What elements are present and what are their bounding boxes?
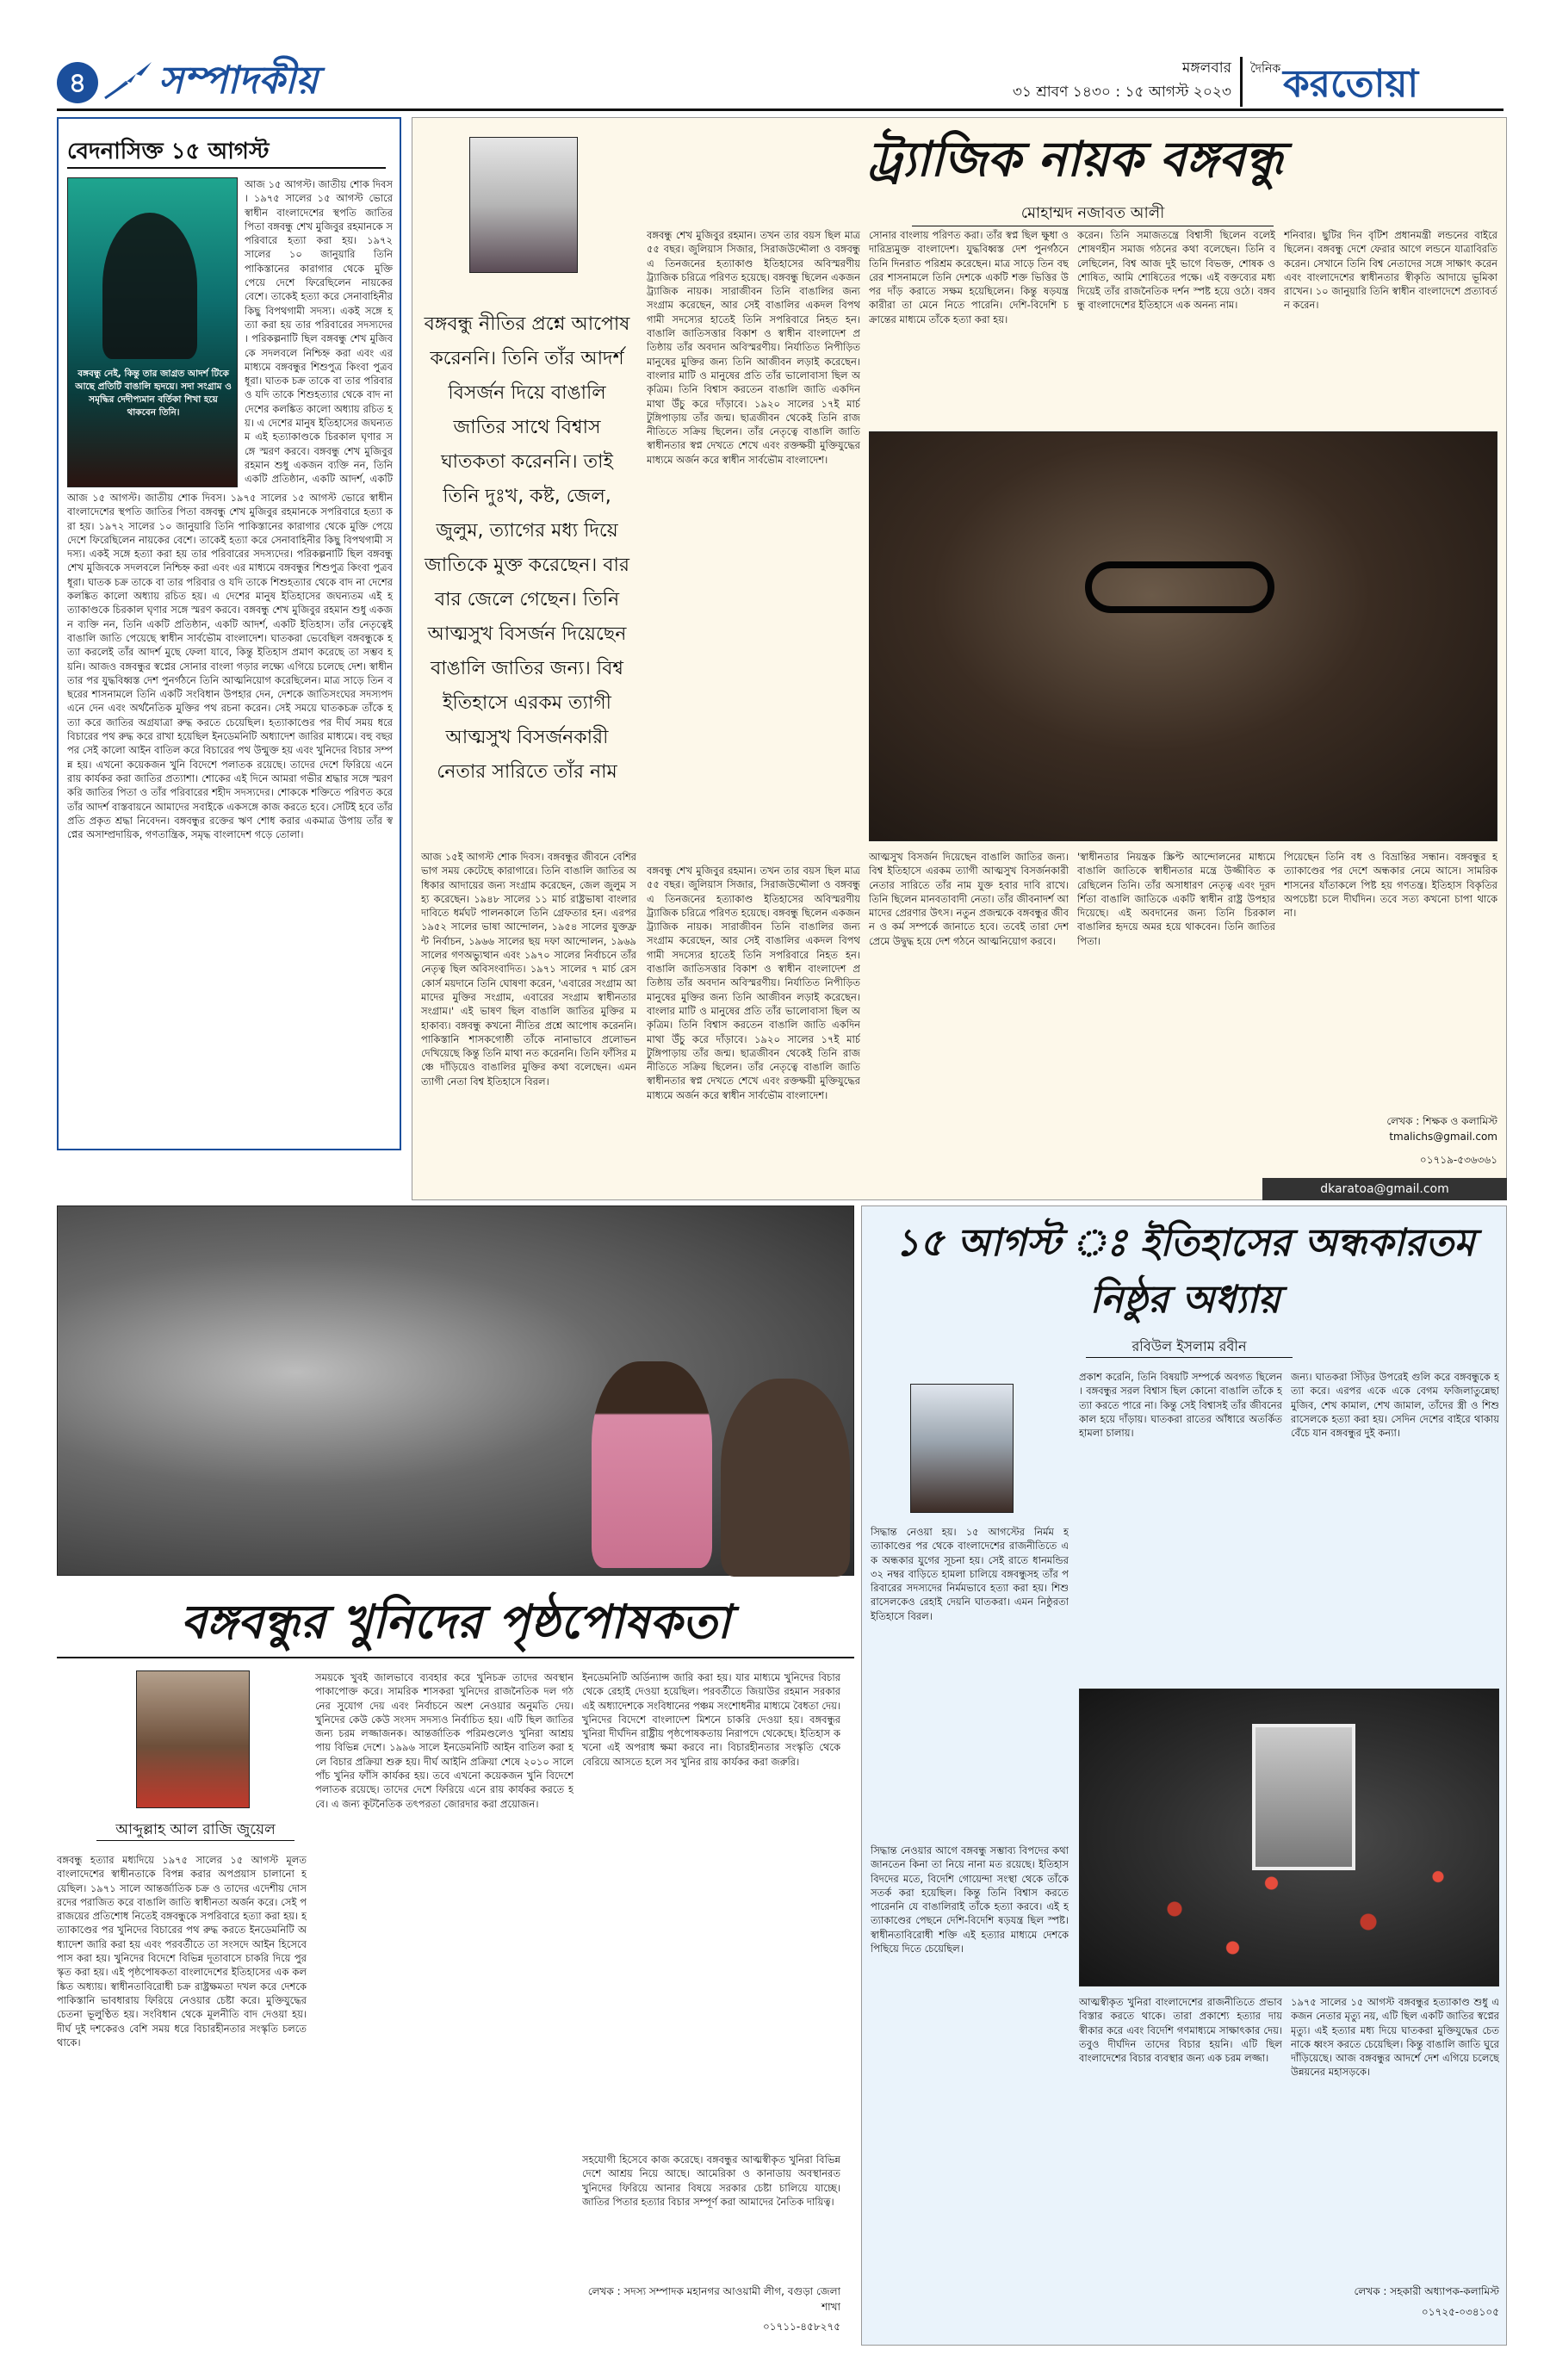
article1-pull-quote: বঙ্গবন্ধু নীতির প্রশ্নে আপোষ করেননি। তিনি তাঁর আদর্শ বিসর্জন দিয়ে বাঙালি জাতির সাথে বিশ্বাস ঘাতকতা করেননি। তাই তিনি দুঃখ, কষ্ট, জেল, জুলুম, ত্যাগের মধ্য দিয়ে জাতিকে মুক্ত করেছেন। বার বার জেলে গেছেন। তিনি আত্মসুখ বিসর্জন দিয়েছেন বাঙালি জাতির জন্য। বিশ্ব ইতিহাসে এরকম ত্যাগী আত্মসুখ বিসর্জনকারী নেতার সারিতে তাঁর নাম <box>424 313 630 783</box>
header-day: মঙ্গলবার <box>1181 59 1231 77</box>
article3-author-note: লেখক : সহকারী অধ্যাপক-কলামিস্ট <box>1354 2285 1499 2297</box>
paper-small-label: দৈনিক <box>1250 62 1281 76</box>
article1-column-c: সোনার বাংলায় পরিণত করা। তাঁর স্বপ্ন ছিল ক্ষুধা ও দারিদ্র্যমুক্ত বাংলাদেশ। যুদ্ধবিধ্বস্ত দেশ পুনর্গঠনে তিনি দিনরাত পরিশ্রম করেছেন। মাত্র সাড়ে তিন বছরের শাসনামলে তিনি দেশকে একটি শক্ত ভিত্তির উপর দাঁড় করাতে সক্ষম হয়েছিলেন। কিন্তু ষড়যন্ত্রকারীরা তা মেনে নিতে পারেনি। দেশি-বিদেশি চক্রান্তের মাধ্যমে তাঁকে হত্যা করা হয়। <box>869 229 1069 325</box>
article2-column-a: বঙ্গবন্ধু হত্যার মধ্যদিয়ে ১৯৭৫ সালের ১৫ আগস্ট মূলত বাংলাদেশের স্বাধীনতাকে বিপন্ন করার অপপ্রয়াস চালানো হয়েছিল। ১৯৭১ সালে আন্তর্জাতিক চক্র ও তাদের এদেশীয় দোসরদের পরাজিত করে বাঙালি জাতি স্বাধীনতা অর্জন করে। সেই পরাজয়ের প্রতিশোধ নিতেই বঙ্গবন্ধুকে সপরিবারে হত্যা করা হয়। হত্যাকাণ্ডের পর খুনিদের বিচারের পথ রুদ্ধ করতে ইনডেমনিটি অধ্যাদেশ জারি করা হয় এবং পরবর্তীতে তা সংসদে আইন হিসেবে পাস করা হয়। খুনিদের বিদেশে বিভিন্ন দূতাবাসে চাকরি দিয়ে পুরস্কৃত করা হয়। এই পৃষ্ঠপোষকতা বাংলাদেশের ইতিহাসের এক কলঙ্কিত অধ্যায়। স্বাধীনতাবিরোধী চক্র রাষ্ট্রক্ষমতা দখল করে দেশকে পাকিস্তানি ভাবধারায় ফিরিয়ে নেওয়ার চেষ্টা করে। মুক্তিযুদ্ধের চেতনা ভূলুণ্ঠিত হয়। সংবিধান থেকে মূলনীতি বাদ দেওয়া হয়। দীর্ঘ দুই দশকেরও বেশি সময় ধরে বিচারহীনতার সংস্কৃতি চলতে থাকে। <box>57 1854 307 2048</box>
article1-column-f: আত্মসুখ বিসর্জন দিয়েছেন বাঙালি জাতির জন্য। বিশ্ব ইতিহাসে এরকম ত্যাগী আত্মসুখ বিসর্জনকারী নেতার সারিতে তাঁর নাম যুক্ত হবার দাবি রাখে। তিনি ছিলেন মানবতাবাদী নেতা। তাঁর জীবনাদর্শ আমাদের প্রেরণার উৎস। নতুন প্রজন্মকে বঙ্গবন্ধুর জীবন ও কর্ম সম্পর্কে জানাতে হবে। তবেই তারা দেশপ্রেমে উদ্বুদ্ধ হয়ে দেশ গঠনে আত্মনিয়োগ করবে। <box>869 851 1069 947</box>
article2-author-note: লেখক : সদস্য সম্পাদক মহানগর আওয়ামী লীগ, বগুড়া জেলা শাখা <box>587 2285 840 2313</box>
page-header <box>0 0 1550 112</box>
article2-column-c: ইনডেমনিটি অর্ডিন্যান্স জারি করা হয়। যার মাধ্যমে খুনিদের বিচার থেকে রেহাই দেওয়া হয়েছিল। পরবর্তীতে জিয়াউর রহমান সরকার এই অধ্যাদেশকে সংবিধানের পঞ্চম সংশোধনীর মাধ্যমে বৈধতা দেয়। খুনিদের বিদেশে বাংলাদেশ মিশনে চাকরি দেওয়া হয়। বঙ্গবন্ধুর খুনিরা দীর্ঘদিন রাষ্ট্রীয় পৃষ্ঠপোষকতায় নিরাপদে থেকেছে। ইতিহাস কখনো এই অপরাধ ক্ষমা করবে না। বিচারহীনতার সংস্কৃতি থেকে বেরিয়ে আসতে হলে সব খুনির রায় কার্যকর করা জরুরি। <box>582 1671 840 1768</box>
portrait-glasses-icon <box>1085 561 1274 613</box>
article3-column-d: সিদ্ধান্ত নেওয়ার আগে বঙ্গবন্ধু সম্ভাব্য বিপদের কথা জানতেন কিনা তা নিয়ে নানা মত রয়েছে। ইতিহাসবিদদের মতে, বিদেশি গোয়েন্দা সংস্থা থেকে তাঁকে সতর্ক করা হয়েছিল। কিন্তু তিনি বিশ্বাস করতে পারেননি যে বাঙালিরাই তাঁকে হত্যা করবে। এই হত্যাকাণ্ডের পেছনে দেশি-বিদেশি ষড়যন্ত্র ছিল স্পষ্ট। স্বাধীনতাবিরোধী শক্তি এই হত্যার মাধ্যমে দেশকে পিছিয়ে দিতে চেয়েছিল। <box>871 1844 1069 1955</box>
header-date: ৩১ শ্রাবণ ১৪৩০ : ১৫ আগস্ট ২০২৩ <box>1012 84 1231 101</box>
article1-author-phone: ০১৭১৯-৫৩৬৩৬১ <box>1419 1154 1497 1166</box>
rose-petals-overlay <box>1097 1844 1485 1974</box>
article1-column-b: বঙ্গবন্ধু শেখ মুজিবুর রহমান। তখন তার বয়স ছিল মাত্র ৫৫ বছর। জুলিয়াস সিজার, সিরাজউদ্দৌলা ও বঙ্গবন্ধু এ তিনজনের হত্যাকাণ্ড ইতিহাসের অবিস্মরণীয় ট্র্যাজিক চরিত্রে পরিণত হয়েছে। বঙ্গবন্ধু ছিলেন একজন ট্র্যাজিক নায়ক। সারাজীবন তিনি বাঙালির জন্য সংগ্রাম করেছেন, আর সেই বাঙালির একদল বিপথগামী সদস্যের হাতেই তিনি সপরিবারে নিহত হন। বাঙালি জাতিসত্তার বিকাশ ও স্বাধীন বাংলাদেশ প্রতিষ্ঠায় তাঁর অবদান অবিস্মরণীয়। নির্যাতিত নিপীড়িত মানুষের মুক্তির জন্য তিনি আজীবন লড়াই করেছেন। বাংলার মাটি ও মানুষের প্রতি তাঁর ভালোবাসা ছিল অকৃত্রিম। তিনি বিশ্বাস করতেন বাঙালি জাতি একদিন মাথা উঁচু করে দাঁড়াবে। ১৯২০ সালের ১৭ই মার্চ টুঙ্গিপাড়ায় তাঁর জন্ম। ছাত্রজীবন থেকেই তিনি রাজনীতিতে সক্রিয় ছিলেন। তাঁর নেতৃত্বে বাঙালি জাতি স্বাধীনতার স্বপ্ন দেখতে শেখে এবং রক্তক্ষয়ী মুক্তিযুদ্ধের মাধ্যমে অর্জন করে স্বাধীন সার্বভৌম বাংলাদেশ। <box>647 229 860 466</box>
section-title: সম্পাদকীয় <box>158 59 319 102</box>
article2-author-phone: ০১৭১১-৪৫৮২৭৫ <box>762 2321 840 2333</box>
bangabandhu-portrait <box>869 431 1497 841</box>
article3-column-e: আত্মস্বীকৃত খুনিরা বাংলাদেশের রাজনীতিতে প্রভাব বিস্তার করতে থাকে। তারা প্রকাশ্যে হত্যার দায় স্বীকার করে এবং বিদেশি গণমাধ্যমে সাক্ষাৎকার দেয়। তবুও দীর্ঘদিন তাদের বিচার হয়নি। এটি ছিল বাংলাদেশের বিচার ব্যবস্থার জন্য এক চরম লজ্জা। <box>1079 1996 1282 2065</box>
mourners-photo <box>57 1205 854 1576</box>
article3-headline-line2: নিষ্ঠুর অধ্যায় <box>1089 1278 1280 1322</box>
article1-column-e: শনিবার। ছুটির দিন বৃটিশ প্রধানমন্ত্রী লন্ডনের বাইরে ছিলেন। বঙ্গবন্ধু দেশে ফেরার আগে লন্ডনে যাত্রাবিরতি করেন। সেখানে তিনি বিশ্ব নেতাদের সঙ্গে সাক্ষাৎ করেন এবং বাংলাদেশের স্বাধীনতার স্বীকৃতি আদায়ে ভূমিকা রাখেন। ১০ জানুয়ারি তিনি স্বাধীন বাংলাদেশে প্রত্যাবর্তন করেন। <box>1284 229 1497 312</box>
poster-quote-text: বঙ্গবন্ধু নেই, কিন্তু তার জাগ্রত আদর্শ টিকে আছে প্রতিটি বাঙালি হৃদয়ে। সদা সংগ্রাম ও সমৃদ্ধির দেদীপ্যমান বর্তিকা শিখা হয়ে থাকবেন তিনি। <box>75 369 232 418</box>
page-number-badge: ৪ <box>57 62 98 103</box>
left-editorial-box <box>57 117 401 1150</box>
header-divider <box>1240 57 1243 107</box>
child-in-pink-figure <box>592 1361 712 1568</box>
mourning-poster-image <box>67 177 238 487</box>
memorial-tribute-photo <box>1079 1689 1499 1986</box>
left-column-body-continued: আজ ১৫ আগস্ট। জাতীয় শোক দিবস। ১৯৭৫ সালের ১৫ আগস্ট ভোরে স্বাধীন বাংলাদেশের স্থপতি জাতির পিতা বঙ্গবন্ধু শেখ মুজিবুর রহমানকে সপরিবারে হত্যা করা হয়। ১৯৭২ সালের ১০ জানুয়ারি তিনি পাকিস্তানের কারাগার থেকে মুক্তি পেয়ে দেশে ফিরেছিলেন নায়কের বেশে। তাকেই হত্যা করে সেনাবাহিনীর কিছু বিপথগামী সদস্য। একই সঙ্গে হত্যা করা হয় তার পরিবারের সদস্যদের। পরিকল্পনাটি ছিল বঙ্গবন্ধু শেখ মুজিবকে সদলবলে নিশ্চিহ্ন করা এবং এর মাধ্যমে বঙ্গবন্ধুর শিশুপুত্র কিংবা পুত্রবধূরা। ঘাতক চক্র তাকে বা তার পরিবার ও যদি তাকে শিশুহত্যার থেকে বাদ না দেশের কলঙ্কিত কালো অধ্যায় রচিত হয়। এ দেশের মানুষ ইতিহাসের জঘন্যতম এই হত্যাকাণ্ডকে চিরকাল ঘৃণার সঙ্গে স্মরণ করবে। বঙ্গবন্ধু শেখ মুজিবুর রহমান শুধু একজন ব্যক্তি নন, তিনি একটি প্রতিষ্ঠান, একটি আদর্শ, একটি ইতিহাস। তাঁর নেতৃত্বেই বাঙালি জাতি পেয়েছে স্বাধীন সার্বভৌম বাংলাদেশ। ঘাতকরা ভেবেছিল বঙ্গবন্ধুকে হত্যা করলেই তাঁর আদর্শ মুছে ফেলা যাবে, কিন্তু ইতিহাস প্রমাণ করেছে তা সম্ভব হয়নি। আজও বঙ্গবন্ধুর স্বপ্নের সোনার বাংলা গড়ার লক্ষ্যে এগিয়ে চলেছে দেশ। স্বাধীনতার পর যুদ্ধবিধ্বস্ত দেশ পুনর্গঠনে তিনি আত্মনিয়োগ করেছিলেন। মাত্র সাড়ে তিন বছরের শাসনামলে তিনি একটি সংবিধান উপহার দেন, দেশকে জাতিসংঘের সদস্যপদ এনে দেন এবং অর্থনৈতিক মুক্তির পথ রচনা করেন। সেই সময়ে ঘাতকচক্র তাঁকে হত্যা করে জাতির অগ্রযাত্রা রুদ্ধ করতে চেয়েছিল। হত্যাকাণ্ডের পর দীর্ঘ সময় ধরে বিচারের পথ রুদ্ধ করে রাখা হয়েছিল ইনডেমনিটি অধ্যাদেশ জারির মাধ্যমে। বহু বছর পর সেই কালো আইন বাতিল করে বিচারের পথ উন্মুক্ত হয় এবং খুনিদের বিচার সম্পন্ন হয়। এখনো কয়েকজন খুনি বিদেশে পলাতক রয়েছে। তাদের দেশে ফিরিয়ে এনে রায় কার্যকর করা জাতির প্রত্যাশা। শোকের এই দিনে আমরা গভীর শ্রদ্ধার সঙ্গে স্মরণ করি জাতির পিতা ও তাঁর পরিবারের শহীদ সদস্যদের। শোককে শক্তিতে পরিণত করে তাঁর আদর্শ বাস্তবায়নে আমাদের সবাইকে একসঙ্গে কাজ করতে হবে। সেটিই হবে তাঁর প্রতি প্রকৃত শ্রদ্ধা নিবেদন। বঙ্গবন্ধুর রক্তের ঋণ শোধ করার একমাত্র উপায় তাঁর স্বপ্নের অসাম্প্রদায়িক, গণতান্ত্রিক, সমৃদ্ধ বাংলাদেশ গড়ে তোলা। <box>67 492 393 841</box>
article1-headline: ট্র্যাজিক নায়ক বঙ্গবন্ধু <box>867 131 1284 188</box>
email-strip: dkaratoa@gmail.com <box>1262 1178 1507 1200</box>
article2-author-photo <box>136 1670 250 1808</box>
article1-box <box>412 117 1507 1200</box>
article3-author-phone: ০১৭২৫-০৩৪১০৫ <box>1421 2306 1499 2318</box>
article2-box <box>57 1205 854 2346</box>
article2-author-name: আব্দুল্লাহ আল রাজি জুয়েল <box>96 1819 294 1841</box>
article1-column-d: করেন। তিনি সমাজতন্ত্রে বিশ্বাসী ছিলেন বলেই শোষণহীন সমাজ গঠনের কথা বলেছেন। তিনি বলেছিলেন, বিশ্ব আজ দুই ভাগে বিভক্ত, শোষক ও শোষিত, আমি শোষিতের পক্ষে। এই বক্তব্যের মধ্য দিয়েই তাঁর রাজনৈতিক দর্শন স্পষ্ট হয়ে ওঠে। বঙ্গবন্ধু বাংলাদেশের ইতিহাসে এক অনন্য নাম। <box>1077 229 1275 312</box>
header-rule <box>57 108 1504 111</box>
article3-author-line: রবিউল ইসলাম রবীন <box>1086 1336 1293 1358</box>
article3-headline-line1: ১৫ আগস্ট ঃ ইতিহাসের অন্ধকারতম <box>895 1221 1475 1265</box>
article3-box <box>861 1205 1507 2346</box>
article2-headline: বঙ্গবন্ধুর খুনিদের পৃষ্ঠপোষকতা <box>57 1584 854 1658</box>
article3-column-b: প্রকাশ করেনি, তিনি বিষয়টি সম্পর্কে অবগত ছিলেন। বঙ্গবন্ধুর সরল বিশ্বাস ছিল কোনো বাঙালি তাঁকে হত্যা করতে পারে না। কিন্তু সেই বিশ্বাসই তাঁর জীবনের কাল হয়ে দাঁড়ায়। ঘাতকরা রাতের আঁধারে অতর্কিত হামলা চালায়। <box>1079 1371 1282 1440</box>
left-column-body: আজ ১৫ আগস্ট। জাতীয় শোক দিবস। ১৯৭৫ সালের ১৫ আগস্ট ভোরে স্বাধীন বাংলাদেশের স্থপতি জাতির পিতা বঙ্গবন্ধু শেখ মুজিবুর রহমানকে সপরিবারে হত্যা করা হয়। ১৯৭২ সালের ১০ জানুয়ারি তিনি পাকিস্তানের কারাগার থেকে মুক্তি পেয়ে দেশে ফিরেছিলেন নায়কের বেশে। তাকেই হত্যা করে সেনাবাহিনীর কিছু বিপথগামী সদস্য। একই সঙ্গে হত্যা করা হয় তার পরিবারের সদস্যদের। পরিকল্পনাটি ছিল বঙ্গবন্ধু শেখ মুজিবকে সদলবলে নিশ্চিহ্ন করা এবং এর মাধ্যমে বঙ্গবন্ধুর শিশুপুত্র কিংবা পুত্রবধূরা। ঘাতক চক্র তাকে বা তার পরিবার ও যদি তাকে শিশুহত্যার থেকে বাদ না দেশের কলঙ্কিত কালো অধ্যায় রচিত হয়। এ দেশের মানুষ ইতিহাসের জঘন্যতম এই হত্যাকাণ্ডকে চিরকাল ঘৃণার সঙ্গে স্মরণ করবে। বঙ্গবন্ধু শেখ মুজিবুর রহমান শুধু একজন ব্যক্তি নন, তিনি একটি প্রতিষ্ঠান, একটি আদর্শ, একটি <box>245 178 393 486</box>
poster-figure-silhouette <box>102 213 197 359</box>
quill-pen-icon <box>102 57 155 102</box>
article1-column-h: পিয়েছেন তিনি বধ ও বিভ্রান্তির সন্ধান। বঙ্গবন্ধুর হত্যাকাণ্ডের পর দেশে অন্ধকার নেমে আসে। সামরিক শাসনের যাঁতাকলে পিষ্ট হয় গণতন্ত্র। ইতিহাস বিকৃতির অপচেষ্টা চলে দীর্ঘদিন। তবে সত্য কখনো চাপা থাকে না। <box>1284 851 1497 920</box>
article2-column-b: সময়কে খুবই জালভাবে ব্যবহার করে খুনিচক্র তাদের অবস্থান পাকাপোক্ত করে। সামরিক শাসকরা খুনিদের রাজনৈতিক দল গঠনের সুযোগ দেয় এবং নির্বাচনে অংশ নেওয়ার অনুমতি দেয়। খুনিদের কেউ কেউ সংসদ সদস্যও নির্বাচিত হয়। এটি ছিল জাতির জন্য চরম লজ্জাজনক। আন্তর্জাতিক পরিমণ্ডলেও খুনিরা আশ্রয় পায় বিভিন্ন দেশে। ১৯৯৬ সালে ইনডেমনিটি আইন বাতিল করা হলে বিচার প্রক্রিয়া শুরু হয়। দীর্ঘ আইনি প্রক্রিয়া শেষে ২০১০ সালে পাঁচ খুনির ফাঁসি কার্যকর হয়। তবে এখনো কয়েকজন খুনি বিদেশে পলাতক রয়েছে। তাদের দেশে ফিরিয়ে এনে রায় কার্যকর করতে হবে। এ জন্য কূটনৈতিক তৎপরতা জোরদার করা প্রয়োজন। <box>315 1671 574 1810</box>
article1-author-photo <box>469 137 578 273</box>
article1-column-g: 'স্বাধীনতার নিয়ন্ত্রক স্ক্রিপ্ট আন্দোলনের মাধ্যমে বাঙালি জাতিকে স্বাধীনতার মন্ত্রে উজ্জীবিত করেছিলেন তিনি। তাঁর অসাধারণ নেতৃত্ব এবং দূরদর্শিতা বাঙালি জাতিকে একটি স্বাধীন রাষ্ট্র উপহার দিয়েছে। এই অবদানের জন্য তিনি চিরকাল বাঙালির হৃদয়ে অমর হয়ে থাকবেন। তিনি জাতির পিতা। <box>1077 851 1275 947</box>
article1-column-b-continued: বঙ্গবন্ধু শেখ মুজিবুর রহমান। তখন তার বয়স ছিল মাত্র ৫৫ বছর। জুলিয়াস সিজার, সিরাজউদ্দৌলা ও বঙ্গবন্ধু এ তিনজনের হত্যাকাণ্ড ইতিহাসের অবিস্মরণীয় ট্র্যাজিক চরিত্রে পরিণত হয়েছে। বঙ্গবন্ধু ছিলেন একজন ট্র্যাজিক নায়ক। সারাজীবন তিনি বাঙালির জন্য সংগ্রাম করেছেন, আর সেই বাঙালির একদল বিপথগামী সদস্যের হাতেই তিনি সপরিবারে নিহত হন। বাঙালি জাতিসত্তার বিকাশ ও স্বাধীন বাংলাদেশ প্রতিষ্ঠায় তাঁর অবদান অবিস্মরণীয়। নির্যাতিত নিপীড়িত মানুষের মুক্তির জন্য তিনি আজীবন লড়াই করেছেন। বাংলার মাটি ও মানুষের প্রতি তাঁর ভালোবাসা ছিল অকৃত্রিম। তিনি বিশ্বাস করতেন বাঙালি জাতি একদিন মাথা উঁচু করে দাঁড়াবে। ১৯২০ সালের ১৭ই মার্চ টুঙ্গিপাড়ায় তাঁর জন্ম। ছাত্রজীবন থেকেই তিনি রাজনীতিতে সক্রিয় ছিলেন। তাঁর নেতৃত্বে বাঙালি জাতি স্বাধীনতার স্বপ্ন দেখতে শেখে এবং রক্তক্ষয়ী মুক্তিযুদ্ধের মাধ্যমে অর্জন করে স্বাধীন সার্বভৌম বাংলাদেশ। <box>647 865 860 1101</box>
article3-column-c: জন্য। ঘাতকরা সিঁড়ির উপরেই গুলি করে বঙ্গবন্ধুকে হত্যা করে। এরপর একে একে বেগম ফজিলাতুন্নেছা মুজিব, শেখ কামাল, শেখ জামাল, তাঁদের স্ত্রী ও শিশু রাসেলকে হত্যা করা হয়। সেদিন দেশের বাইরে থাকায় বেঁচে যান বঙ্গবন্ধুর দুই কন্যা। <box>1291 1371 1499 1440</box>
article3-column-f: ১৯৭৫ সালের ১৫ আগস্ট বঙ্গবন্ধুর হত্যাকাণ্ড শুধু একজন নেতার মৃত্যু নয়, এটি ছিল একটি জাতির স্বপ্নের মৃত্যু। এই হত্যার মধ্য দিয়ে ঘাতকরা মুক্তিযুদ্ধের চেতনাকে ধ্বংস করতে চেয়েছিল। কিন্তু বাঙালি জাতি ঘুরে দাঁড়িয়েছে। আজ বঙ্গবন্ধুর আদর্শে দেশ এগিয়ে চলেছে উন্নয়নের মহাসড়কে। <box>1291 1996 1499 2079</box>
article2-column-d: সহযোগী হিসেবে কাজ করেছে। বঙ্গবন্ধুর আত্মস্বীকৃত খুনিরা বিভিন্ন দেশে আশ্রয় নিয়ে আছে। আমেরিকা ও কানাডায় অবস্থানরত খুনিদের ফিরিয়ে আনার বিষয়ে সরকার চেষ্টা চালিয়ে যাচ্ছে। জাতির পিতার হত্যার বিচার সম্পূর্ণ করা আমাদের নৈতিক দায়িত্ব। <box>582 2154 840 2208</box>
left-column-title: বেদনাসিক্ত ১৫ আগস্ট <box>67 134 386 169</box>
article1-author-email: লেখক : শিক্ষক ও কলামিস্ট tmalichs@gmail.com <box>1386 1115 1497 1143</box>
article1-column-a: আজ ১৫ই আগস্ট শোক দিবস। বঙ্গবন্ধুর জীবনে বেশির ভাগ সময় কেটেছে কারাগারে। তিনি বাঙালি জাতির অধিকার আদায়ের জন্য সংগ্রাম করেছেন, জেল জুলুম সহ্য করেছেন। ১৯৪৮ সালের ১১ মার্চ রাষ্ট্রভাষা বাংলার দাবিতে ধর্মঘট পালনকালে তিনি গ্রেফতার হন। এরপর ১৯৫২ সালের ভাষা আন্দোলন, ১৯৫৪ সালের যুক্তফ্রন্ট নির্বাচন, ১৯৬৬ সালের ছয় দফা আন্দোলন, ১৯৬৯ সালের গণঅভ্যুত্থান এবং ১৯৭০ সালের নির্বাচনে তাঁর নেতৃত্ব ছিল অবিসংবাদিত। ১৯৭১ সালের ৭ মার্চ রেসকোর্স ময়দানে তিনি ঘোষণা করেন, 'এবারের সংগ্রাম আমাদের মুক্তির সংগ্রাম, এবারের সংগ্রাম স্বাধীনতার সংগ্রাম।' এই ভাষণ ছিল বাঙালি জাতির মুক্তির মহাকাব্য। বঙ্গবন্ধু কখনো নীতির প্রশ্নে আপোষ করেননি। পাকিস্তানি শাসকগোষ্ঠী তাঁকে নানাভাবে প্রলোভন দেখিয়েছে কিন্তু তিনি মাথা নত করেননি। তিনি ফাঁসির মঞ্চে দাঁড়িয়েও বাঙালির মুক্তির কথা বলেছেন। এমন ত্যাগী নেতা বিশ্ব ইতিহাসে বিরল। <box>421 851 636 1088</box>
adult-mourner-figure <box>721 1379 850 1577</box>
paper-name-logo: করতোয়া <box>1283 62 1419 106</box>
article1-author-line: মোহাম্মদ নজাবত আলী <box>912 201 1274 226</box>
article3-author-photo <box>910 1384 1014 1513</box>
article3-column-a: সিদ্ধান্ত নেওয়া হয়। ১৫ আগস্টের নির্মম হত্যাকাণ্ডের পর থেকে বাংলাদেশের রাজনীতিতে এক অন্ধকার যুগের সূচনা হয়। সেই রাতে ধানমন্ডির ৩২ নম্বর বাড়িতে হামলা চালিয়ে বঙ্গবন্ধুসহ তাঁর পরিবারের সদস্যদের নির্মমভাবে হত্যা করা হয়। শিশু রাসেলকেও রেহাই দেয়নি ঘাতকরা। এমন নিষ্ঠুরতা ইতিহাসে বিরল। <box>871 1526 1069 1622</box>
